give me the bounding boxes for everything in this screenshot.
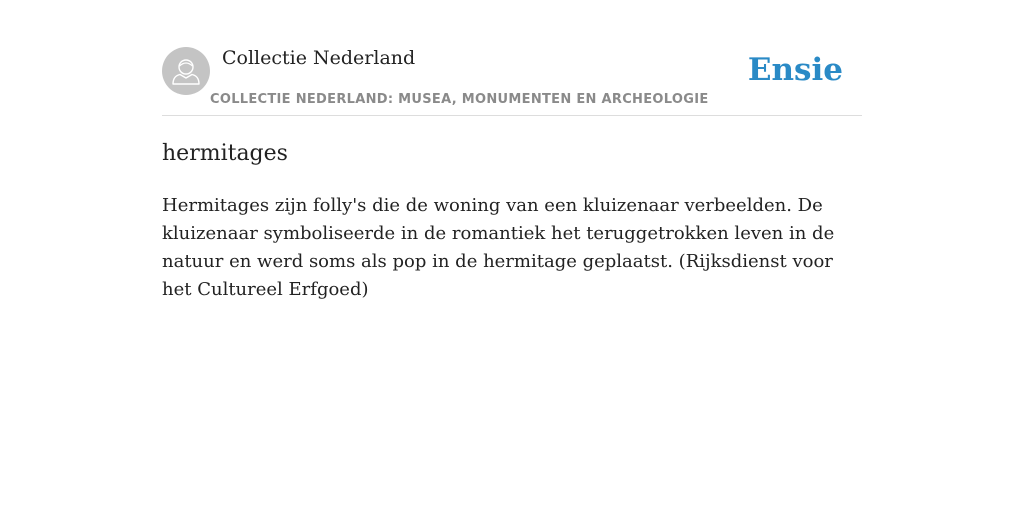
divider <box>162 115 862 116</box>
author-name[interactable]: Collectie Nederland <box>222 47 416 69</box>
entry-definition: Hermitages zijn folly's die de woning van een kluizenaar verbeelden. De kluizenaar symboliseerde in de romantiek het teruggetrokken leven in de natuur en werd soms als pop in de hermitage geplaatst. (Rijksdienst voor het Cultureel Erfgoed) <box>162 195 835 300</box>
brand-logo[interactable]: Ensie <box>747 52 843 88</box>
avatar[interactable] <box>162 47 210 95</box>
entry-term: hermitages <box>162 141 288 166</box>
user-avatar-icon <box>162 47 210 95</box>
collection-title[interactable]: COLLECTIE NEDERLAND: MUSEA, MONUMENTEN EN ARCHEOLOGIE <box>210 92 709 107</box>
